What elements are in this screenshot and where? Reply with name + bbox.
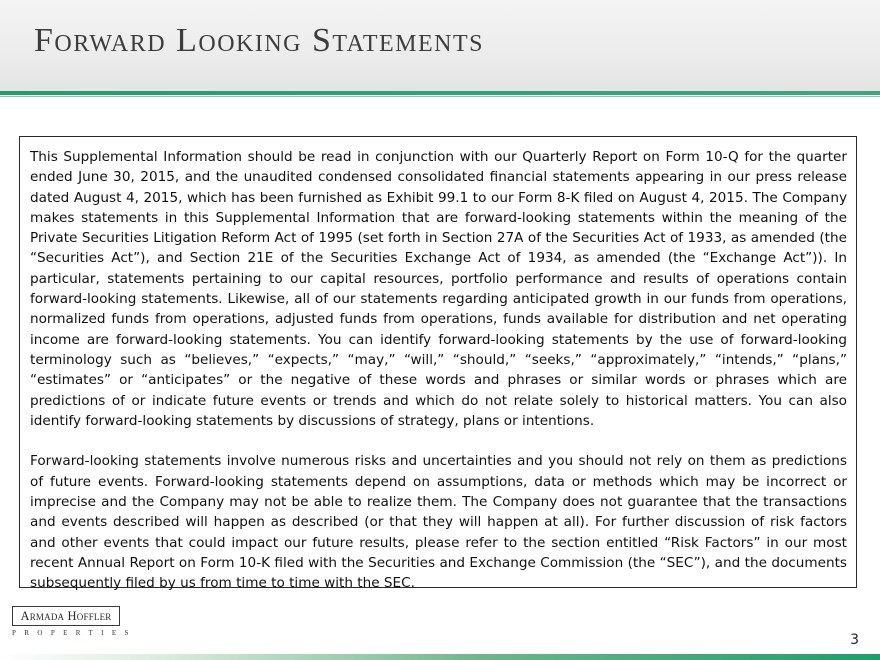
logo-wordmark: Armada Hoffler	[12, 606, 120, 626]
footer-accent-bar	[0, 654, 880, 660]
header-accent-rule	[0, 91, 880, 95]
paragraph-supplemental-information: This Supplemental Information should be read in conjunction with our Quarterly Report on Form 10-Q for the quarter ended June 30, 2015, and the unaudited condensed consolidated financial statements appearing in our press release dated August 4, 2015, which has been furnished as Exhibit 99.1 to our Form 8-K filed on August 4, 2015. The Company makes statements in this Supplemental Information that are forward-looking statements within the meaning of the Private Securities Litigation Reform Act of 1995 (set forth in Section 27A of the Securities Act of 1933, as amended (the “Securities Act”), and Section 21E of the Securities Exchange Act of 1934, as amended (the “Exchange Act”)). In particular, statements pertaining to our capital resources, portfolio performance and results of operations contain forward-looking statements. Likewise, all of our statements regarding anticipated growth in our funds from operations, normalized funds from operations, adjusted funds from operations, funds available for distribution and net operating income are forward-looking statements. You can identify forward-looking statements by the use of forward-looking terminology such as “believes,” “expects,” “may,” “will,” “should,” “seeks,” “approximately,” “intends,” “plans,” “estimates” or “anticipates” or the negative of these words and phrases or similar words or phrases which are predictions of or indicate future events or trends and which do not relate solely to historical matters. You can also identify forward-looking statements by discussions of strategy, plans or intentions.	[30, 149, 847, 429]
header-thin-rule	[0, 96, 880, 97]
page-number: 3	[850, 632, 859, 648]
header-band	[0, 0, 880, 92]
logo-subtitle: PROPERTIES	[12, 629, 137, 637]
page-title: Forward Looking Statements	[34, 22, 484, 59]
company-logo	[12, 606, 137, 640]
statement-text-box	[19, 136, 857, 592]
paragraph-risks-and-uncertainties: Forward-looking statements involve numerous risks and uncertainties and you should not rely on them as predictions of future events. Forward-looking statements depend on assumptions, data or methods which may be incorrect or imprecise and the Company may not be able to realize them. The Company does not guarantee that the transactions and events described will happen as described (or that they will happen at all). For further discussion of risk factors and other events that could impact our future results, please refer to the section entitled “Risk Factors” in our most recent Annual Report on Form 10-K filed with the Securities and Exchange Commission (the “SEC”), and the documents subsequently filed by us from time to time with the SEC.	[30, 453, 847, 592]
